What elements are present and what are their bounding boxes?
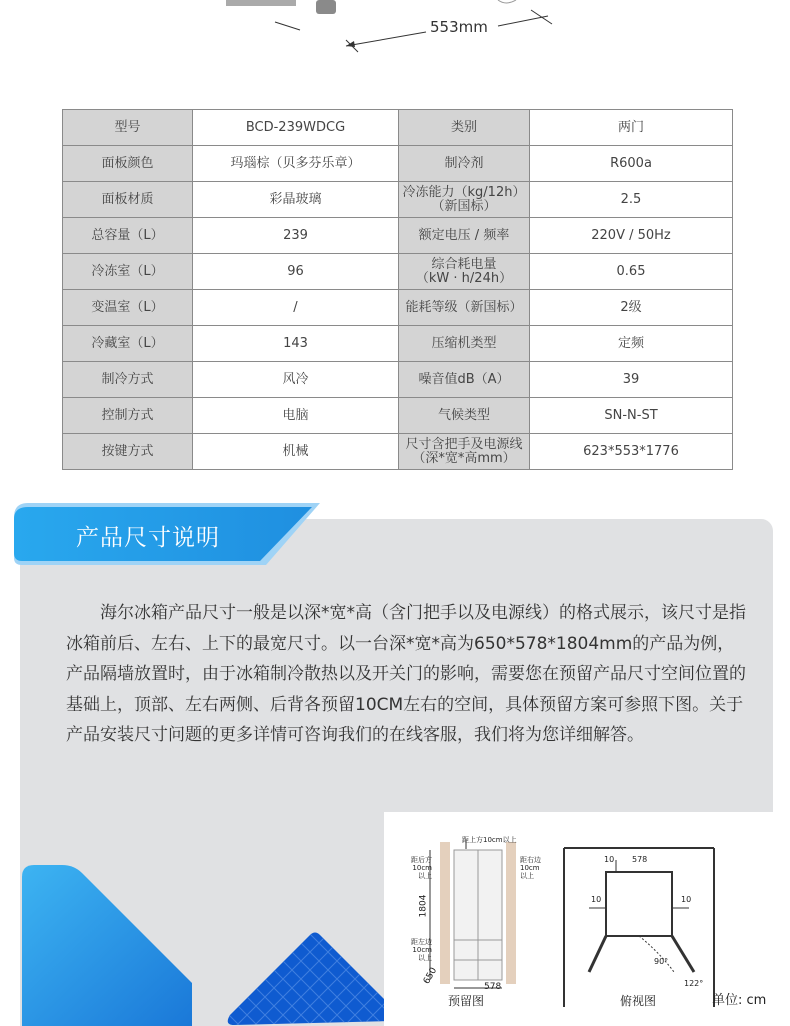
top-width-dim: 578 — [632, 855, 648, 864]
note-line: 10cm — [412, 946, 432, 954]
top-gap-note: 距上方10cm以上 — [462, 836, 517, 844]
top-gap-dim: 10 — [604, 855, 615, 864]
spec-label: 压缩机类型 — [399, 326, 530, 362]
right-gap-note — [520, 856, 541, 880]
spec-label: 额定电压 / 频率 — [399, 218, 530, 254]
spec-value: 220V / 50Hz — [530, 218, 733, 254]
spec-label-line: （深*宽*高mm） — [412, 450, 516, 466]
size-description: 海尔冰箱产品尺寸一般是以深*宽*高（含门把手以及电源线）的格式展示，该尺寸是指冰箱前后、左右、上下的最宽尺寸。以一台深*宽*高为650*578*1804mm的产品为例，产品隔墙放置时，由于冰箱制冷散热以及开关门的影响，需要您在预留产品尺寸空间位置的基础上，顶部、左右两侧、后背各预留10CM左右的空间，具体预留方案可参照下图。关于产品安装尺寸问题的更多详情可咨询我们的在线客服，我们将为您详细解答。 — [66, 603, 746, 745]
table-row — [63, 182, 733, 218]
spec-label-line: （kW · h/24h） — [415, 270, 513, 286]
note-line: 以上 — [520, 872, 534, 880]
spec-value: SN-N-ST — [530, 398, 733, 434]
table-row — [63, 326, 733, 362]
note-line: 10cm — [412, 864, 432, 872]
note-line: 10cm — [520, 864, 540, 872]
spec-label: 冷冻室（L） — [63, 254, 193, 290]
spec-value: 623*553*1776 — [530, 434, 733, 470]
spec-table — [62, 109, 733, 470]
spec-label: 制冷方式 — [63, 362, 193, 398]
table-row — [63, 362, 733, 398]
rear-gap-note — [404, 856, 432, 880]
spec-value: 彩晶玻璃 — [193, 182, 399, 218]
spec-label — [399, 182, 530, 218]
spec-value: 两门 — [530, 110, 733, 146]
spec-value: / — [193, 290, 399, 326]
spec-value: 机械 — [193, 434, 399, 470]
spec-label: 按键方式 — [63, 434, 193, 470]
depth-dim: 650 — [421, 966, 440, 986]
spec-label — [399, 254, 530, 290]
table-row — [63, 290, 733, 326]
spec-value: 玛瑙棕（贝多芬乐章） — [193, 146, 399, 182]
top-dimension-strip — [0, 0, 790, 80]
spec-label: 控制方式 — [63, 398, 193, 434]
spec-label: 面板材质 — [63, 182, 193, 218]
spec-value: 风冷 — [193, 362, 399, 398]
door-angle-inner: 90° — [654, 957, 669, 966]
spec-value: 239 — [193, 218, 399, 254]
left-gap-dim: 10 — [591, 895, 602, 904]
section-title: 产品尺寸说明 — [76, 525, 220, 551]
spec-label-line: （新国标） — [431, 198, 497, 214]
height-dim: 1804 — [418, 894, 429, 918]
note-line: 距左边 — [411, 938, 432, 946]
right-gap-dim: 10 — [681, 895, 692, 904]
table-row — [63, 146, 733, 182]
door-angle-outer: 122° — [684, 979, 704, 988]
note-line: 以上 — [418, 954, 432, 962]
spec-value: 0.65 — [530, 254, 733, 290]
spec-value: BCD-239WDCG — [193, 110, 399, 146]
table-row — [63, 434, 733, 470]
spec-label: 噪音值dB（A） — [399, 362, 530, 398]
spec-label: 类别 — [399, 110, 530, 146]
spec-label: 型号 — [63, 110, 193, 146]
spec-label: 制冷剂 — [399, 146, 530, 182]
spec-value: 2级 — [530, 290, 733, 326]
spec-value: 电脑 — [193, 398, 399, 434]
spec-label-line: 冷冻能力（kg/12h） — [402, 184, 526, 200]
spec-label: 能耗等级（新国标） — [399, 290, 530, 326]
note-line: 距后方 — [411, 856, 432, 864]
table-row — [63, 110, 733, 146]
spec-value: 定频 — [530, 326, 733, 362]
spec-label-line: 尺寸含把手及电源线 — [405, 436, 523, 452]
unit-label: 单位: cm — [712, 993, 767, 1008]
spec-label: 冷藏室（L） — [63, 326, 193, 362]
dimension-lines — [0, 0, 790, 80]
spec-value: 143 — [193, 326, 399, 362]
table-row — [63, 218, 733, 254]
left-gap-note — [404, 938, 432, 962]
spec-label: 气候类型 — [399, 398, 530, 434]
blue-decoration-diamond — [220, 925, 400, 1026]
spec-label: 面板颜色 — [63, 146, 193, 182]
top-view-caption: 俯视图 — [620, 994, 657, 1008]
front-view-caption: 预留图 — [448, 994, 485, 1008]
spec-value: R600a — [530, 146, 733, 182]
spec-label-line: 综合耗电量 — [431, 256, 497, 272]
table-row — [63, 254, 733, 290]
spec-label: 变温室（L） — [63, 290, 193, 326]
width-dim: 578 — [484, 982, 502, 992]
spec-label: 总容量（L） — [63, 218, 193, 254]
blue-decoration-left — [22, 865, 192, 1026]
table-row — [63, 398, 733, 434]
note-line: 距右边 — [520, 856, 541, 864]
spec-value: 39 — [530, 362, 733, 398]
spec-value: 96 — [193, 254, 399, 290]
spec-value: 2.5 — [530, 182, 733, 218]
width-dimension-label: 553mm — [430, 18, 488, 36]
spec-label — [399, 434, 530, 470]
note-line: 以上 — [418, 872, 432, 880]
